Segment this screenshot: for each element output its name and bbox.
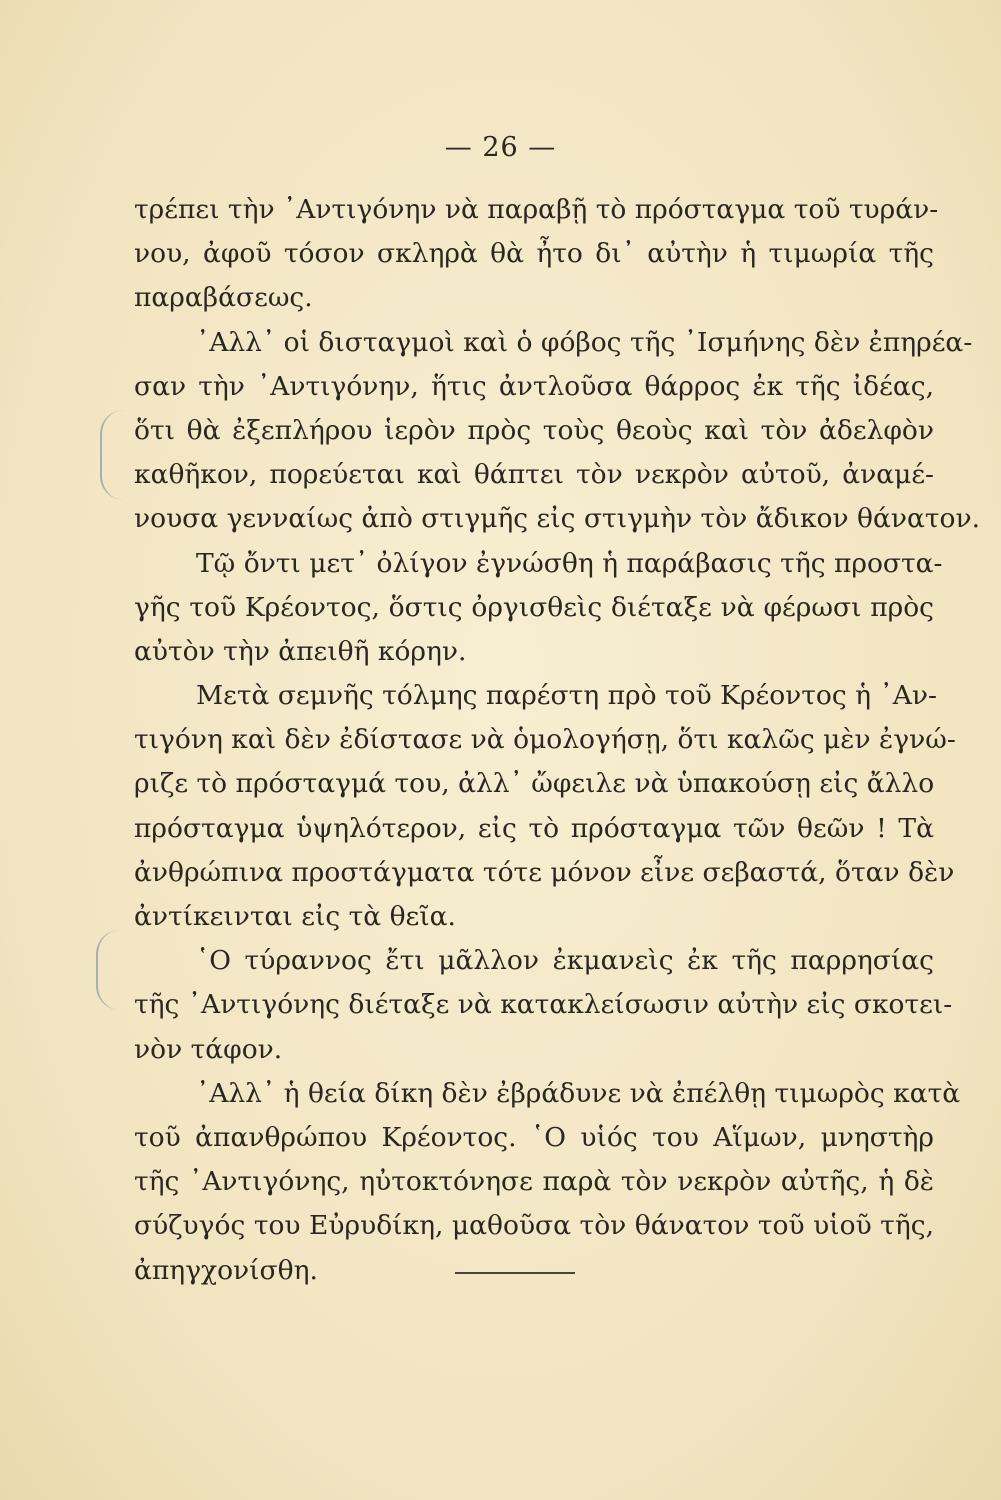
text-line: ῾Ο τύραννος ἔτι μᾶλλον ἐκμανεὶς ἐκ τῆς παρρησίας — [196, 945, 934, 977]
text-line: αὐτὸν τὴν ἀπειθῆ κόρην. — [134, 635, 467, 667]
text-line: τοῦ ἀπανθρώπου Κρέοντος. ῾Ο υἱός του Αἵμων, μνηστὴρ — [134, 1121, 934, 1153]
text-line: σαν τὴν ᾿Αντιγόνην, ἥτις ἀντλοῦσα θάρρος ἐκ τῆς ἰδέας, — [134, 370, 934, 402]
page-number: — 26 — — [444, 132, 557, 163]
body-text — [134, 188, 980, 1293]
text-line: ἀνθρώπινα προστάγματα τότε μόνον εἶνε σεβαστά, ὅταν δὲν — [134, 856, 955, 888]
text-line: ᾿Αλλ᾿ οἱ δισταγμοὶ καὶ ὁ φόβος τῆς ᾿Ισμήνης δὲν ἐπηρέα- — [196, 326, 973, 358]
text-line: ἀντίκεινται εἰς τὰ θεῖα. — [134, 901, 456, 932]
text-line: νουσα γενναίως ἀπὸ στιγμῆς εἰς στιγμὴν τὸν ἄδικον θάνατον. — [134, 503, 980, 535]
text-line: τιγόνη καὶ δὲν ἐδίστασε νὰ ὁμολογήσῃ, ὅτι καλῶς μὲν ἐγνώ- — [134, 724, 956, 756]
text-line: σύζυγός του Εὐρυδίκη, μαθοῦσα τὸν θάνατον τοῦ υἱοῦ τῆς, — [134, 1210, 934, 1242]
text-line: νὸν τάφον. — [134, 1033, 283, 1065]
text-line: παραβάσεως. — [134, 282, 313, 314]
text-line: καθῆκον, πορεύεται καὶ θάπτει τὸν νεκρὸν αὐτοῦ, ἀναμέ- — [134, 459, 934, 491]
text-line: νου, ἀφοῦ τόσον σκληρὰ θὰ ἦτο δι᾿ αὐτὴν ἡ τιμωρία τῆς — [134, 238, 934, 270]
margin-pencil-mark — [96, 930, 120, 1010]
text-line: τῆς ᾿Αντιγόνης διέταξε νὰ κατακλείσωσιν αὐτὴν εἰς σκοτει- — [134, 989, 953, 1021]
text-line: ᾿Αλλ᾿ ἡ θεία δίκη δὲν ἐβράδυνε νὰ ἐπέλθῃ τιμωρὸς κατὰ — [196, 1077, 961, 1109]
text-line: ριζε τὸ πρόσταγμά του, ἀλλ᾿ ὤφειλε νὰ ὑπακούσῃ εἰς ἄλλο — [134, 768, 935, 800]
text-line: ὅτι θὰ ἐξεπλήρου ἱερὸν πρὸς τοὺς θεοὺς καὶ τὸν ἀδελφὸν — [134, 414, 934, 446]
text-line: τῆς ᾿Αντιγόνης, ηὐτοκτόνησε παρὰ τὸν νεκρὸν αὐτῆς, ἡ δὲ — [134, 1166, 934, 1198]
text-line: γῆς τοῦ Κρέοντος, ὅστις ὀργισθεὶς διέταξε νὰ φέρωσι πρὸς — [134, 591, 934, 623]
text-line: ἀπηγχονίσθη. — [134, 1254, 318, 1286]
end-rule — [455, 1272, 575, 1274]
margin-pencil-mark — [100, 410, 124, 500]
text-line: τρέπει τὴν ᾿Αντιγόνην νὰ παραβῇ τὸ πρόσταγμα τοῦ τυράν- — [134, 194, 939, 225]
text-line: Μετὰ σεμνῆς τόλμης παρέστη πρὸ τοῦ Κρέοντος ἡ ᾿Αν- — [196, 680, 937, 712]
text-line: Τῷ ὄντι μετ᾿ ὀλίγον ἐγνώσθη ἡ παράβασις τῆς προστα- — [196, 547, 943, 579]
text-line: πρόσταγμα ὑψηλότερον, εἰς τὸ πρόσταγμα τῶν θεῶν ! Τὰ — [134, 812, 934, 844]
